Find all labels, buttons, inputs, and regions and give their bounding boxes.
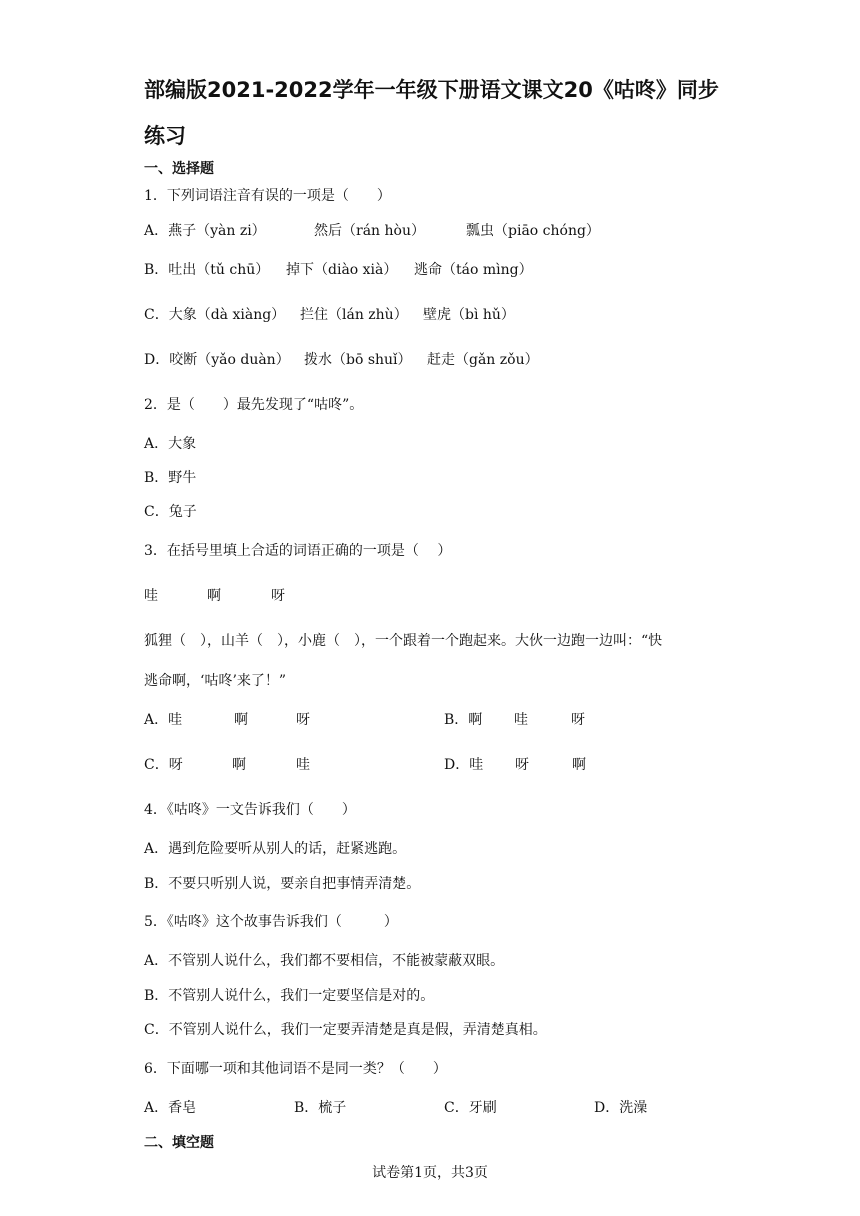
question-2-stem: 2．是（ ）最先发现了“咕咚”。 [144,397,364,413]
q1-option-a-word3: 瓢虫（piāo chóng） [466,223,600,239]
q1-option-b-word2: 掉下（diào xià） [286,262,398,278]
q3-option-a: A．哇 [144,712,183,728]
q1-option-c-word3: 壁虎（bì hǔ） [423,307,515,323]
q3-option-b-word3: 呀 [571,712,585,728]
q1-option-d: D．咬断（yǎo duàn） [144,352,290,368]
q4-option-a: A．遇到危险要听从别人的话，赶紧逃跑。 [144,841,407,857]
q3-option-b: B．啊 [444,712,483,728]
q6-option-c: C．牙刷 [444,1100,497,1116]
q1-option-c-word2: 拦住（lán zhù） [300,307,408,323]
q3-word-3: 呀 [271,588,285,604]
q1-option-a-word2: 然后（rán hòu） [314,223,425,239]
q1-option-c: C．大象（dà xiàng） [144,307,286,323]
q6-option-a: A．香皂 [144,1100,197,1116]
q3-option-d-word3: 啊 [572,757,586,773]
document-title-line1: 部编版2021-2022学年一年级下册语文课文20《咕咚》同步 [144,78,719,102]
q3-option-d-word2: 呀 [515,757,529,773]
question-4-stem: 4．《咕咚》一文告诉我们（ ） [144,802,356,818]
q1-option-b: B．吐出（tǔ chū） [144,262,270,278]
q3-option-d: D．哇 [444,757,484,773]
q1-option-d-word3: 赶走（gǎn zǒu） [427,352,539,368]
question-1-stem: 1．下列词语注音有误的一项是（ ） [144,188,391,204]
q3-option-a-word2: 啊 [234,712,248,728]
document-title-line2: 练习 [144,124,186,148]
q3-word-2: 啊 [207,588,221,604]
q2-option-c: C．兔子 [144,504,197,520]
q3-option-c: C．呀 [144,757,183,773]
question-5-stem: 5．《咕咚》这个故事告诉我们（ ） [144,914,398,930]
q6-option-b: B．梳子 [294,1100,347,1116]
q3-option-c-word3: 哇 [296,757,310,773]
q5-option-c: C．不管别人说什么，我们一定要弄清楚是真是假，弄清楚真相。 [144,1022,547,1038]
q3-option-a-word3: 呀 [296,712,310,728]
section-heading-choice: 一、选择题 [144,161,214,177]
q3-option-c-word2: 啊 [232,757,246,773]
q3-passage-line1: 狐狸（ ），山羊（ ），小鹿（ ），一个跟着一个跑起来。大伙一边跑一边叫：“快 [144,633,663,649]
page-footer: 试卷第1页，共3页 [372,1165,488,1181]
q3-word-1: 哇 [144,588,158,604]
q1-option-a: A．燕子（yàn zi） [144,223,266,239]
section-heading-fill-in: 二、填空题 [144,1135,214,1151]
q5-option-b: B．不管别人说什么，我们一定要坚信是对的。 [144,988,435,1004]
q5-option-a: A．不管别人说什么，我们都不要相信，不能被蒙蔽双眼。 [144,953,505,969]
q3-option-b-word2: 哇 [514,712,528,728]
q6-option-d: D．洗澡 [594,1100,648,1116]
question-3-stem: 3．在括号里填上合适的词语正确的一项是（ ） [144,543,452,559]
q3-passage-line2: 逃命啊，‘咕咚’来了！” [144,673,287,689]
q4-option-b: B．不要只听别人说，要亲自把事情弄清楚。 [144,876,421,892]
q2-option-a: A．大象 [144,436,197,452]
question-6-stem: 6．下面哪一项和其他词语不是同一类？（ ） [144,1061,447,1077]
q2-option-b: B．野牛 [144,470,197,486]
q1-option-b-word3: 逃命（táo mìng） [414,262,533,278]
q1-option-d-word2: 拨水（bō shuǐ） [304,352,412,368]
